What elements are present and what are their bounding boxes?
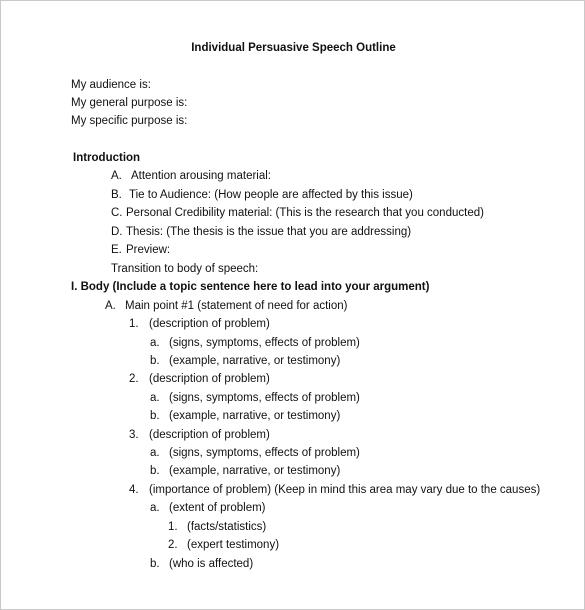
outline-text: (example, narrative, or testimony) xyxy=(169,410,341,422)
specific-purpose-field: My specific purpose is: xyxy=(71,115,188,127)
intro-item xyxy=(111,225,411,239)
outline-marker: a. xyxy=(150,392,160,404)
main-point-text: Main point #1 (statement of need for action) xyxy=(125,300,348,312)
outline-subitem xyxy=(150,409,340,423)
main-point-marker: A. xyxy=(105,300,116,312)
outline-text: (description of problem) xyxy=(149,429,270,441)
outline-subitem xyxy=(150,501,266,515)
outline-marker: 1. xyxy=(168,521,178,533)
intro-item-text: Personal Credibility material: (This is the research that you conducted) xyxy=(126,207,484,219)
outline-text: (example, narrative, or testimony) xyxy=(169,465,341,477)
outline-text: (description of problem) xyxy=(149,373,270,385)
outline-marker: 2. xyxy=(168,539,178,551)
intro-item xyxy=(111,169,271,183)
outline-marker: 3. xyxy=(129,429,139,441)
intro-item xyxy=(111,188,413,202)
outline-subitem xyxy=(150,464,340,478)
intro-item-text: Preview: xyxy=(126,244,171,256)
intro-item xyxy=(111,243,170,257)
outline-marker: b. xyxy=(150,465,160,477)
outline-marker: b. xyxy=(150,410,160,422)
outline-text: (expert testimony) xyxy=(187,539,280,551)
outline-subitem xyxy=(150,354,340,368)
audience-field: My audience is: xyxy=(71,79,151,91)
intro-item-marker: A. xyxy=(111,170,122,182)
body-heading: I. Body (Include a topic sentence here to lead into your argument) xyxy=(71,281,430,293)
outline-text: (signs, symptoms, effects of problem) xyxy=(169,392,360,404)
outline-subitem xyxy=(150,336,360,350)
outline-marker: 1. xyxy=(129,318,139,330)
outline-marker: 2. xyxy=(129,373,139,385)
intro-item-marker: E. xyxy=(111,244,122,256)
outline-marker: a. xyxy=(150,337,160,349)
outline-text: (extent of problem) xyxy=(169,502,266,514)
introduction-heading: Introduction xyxy=(73,152,141,164)
document-title: Individual Persuasive Speech Outline xyxy=(191,42,396,54)
outline-marker: a. xyxy=(150,502,160,514)
intro-item xyxy=(111,206,484,220)
outline-text: (facts/statistics) xyxy=(187,521,267,533)
outline-text: (description of problem) xyxy=(149,318,270,330)
outline-subitem xyxy=(150,391,360,405)
intro-item-text: Thesis: (The thesis is the issue that you are addressing) xyxy=(126,226,412,238)
outline-subsubitem xyxy=(168,520,266,534)
transition-line: Transition to body of speech: xyxy=(111,263,259,275)
outline-text: (importance of problem) (Keep in mind this area may vary due to the causes) xyxy=(149,484,541,496)
intro-item-text: Attention arousing material: xyxy=(131,170,271,182)
intro-item-marker: D. xyxy=(111,226,123,238)
outline-item xyxy=(129,483,540,497)
outline-text: (signs, symptoms, effects of problem) xyxy=(169,447,360,459)
intro-item-text: Tie to Audience: (How people are affected by this issue) xyxy=(129,189,413,201)
outline-subsubitem xyxy=(168,538,279,552)
outline-item xyxy=(129,428,270,442)
intro-item-marker: B. xyxy=(111,189,122,201)
outline-marker: b. xyxy=(150,355,160,367)
outline-marker: a. xyxy=(150,447,160,459)
outline-item xyxy=(129,317,270,331)
outline-text: (example, narrative, or testimony) xyxy=(169,355,341,367)
general-purpose-field: My general purpose is: xyxy=(71,97,188,109)
intro-item-marker: C. xyxy=(111,207,123,219)
outline-subitem xyxy=(150,557,253,571)
outline-marker: 4. xyxy=(129,484,139,496)
outline-text: (who is affected) xyxy=(169,558,254,570)
outline-subitem xyxy=(150,446,360,460)
outline-marker: b. xyxy=(150,558,160,570)
outline-item xyxy=(129,372,270,386)
outline-text: (signs, symptoms, effects of problem) xyxy=(169,337,360,349)
main-point xyxy=(105,299,347,313)
